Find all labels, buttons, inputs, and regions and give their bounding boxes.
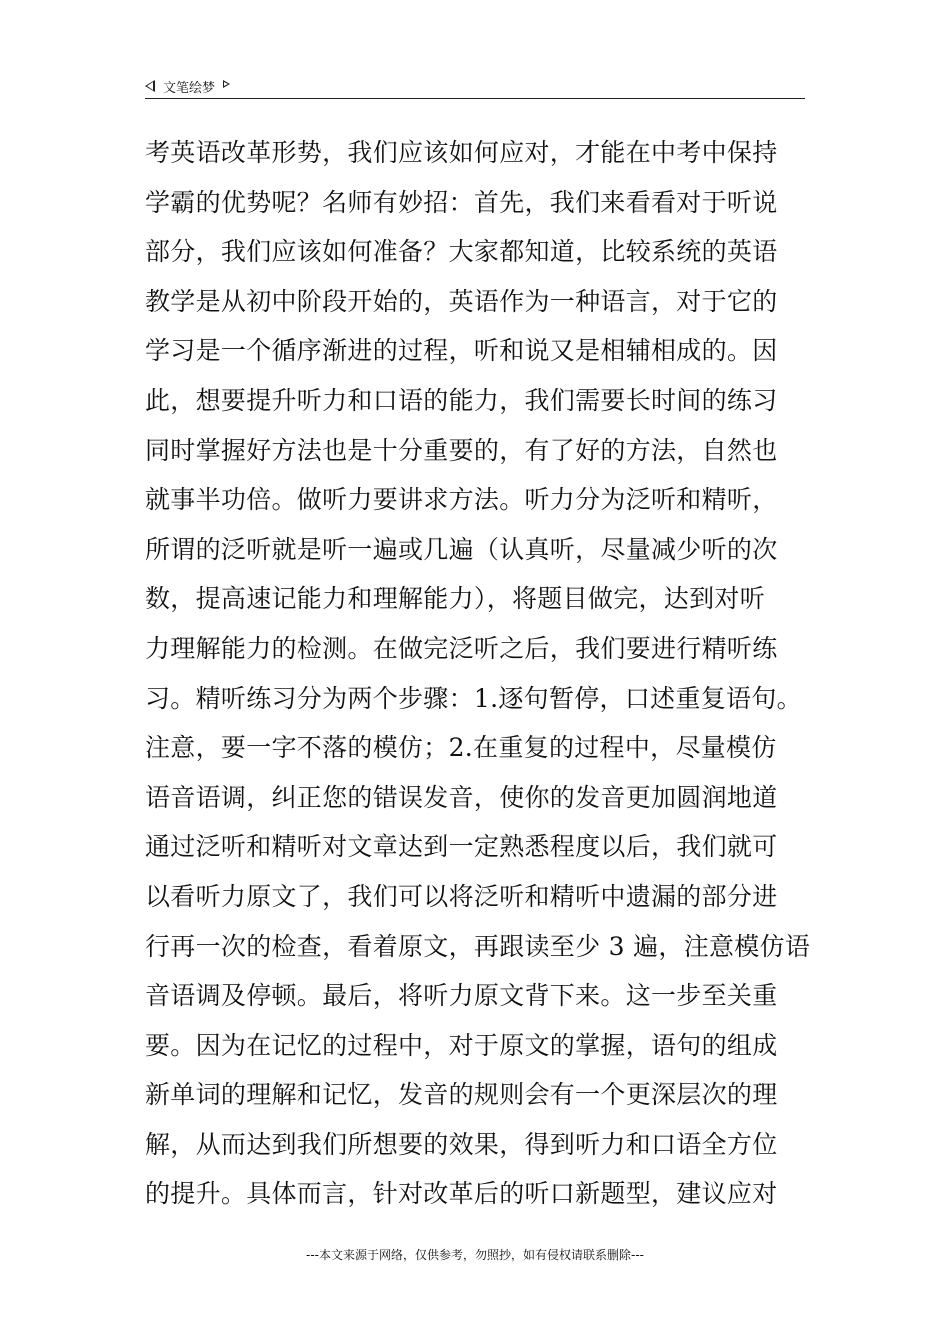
text-line: 力理解能力的检测。在做完泛听之后，我们要进行精听练: [145, 633, 778, 663]
page-footer: ---本文来源于网络，仅供参考，勿照抄，如有侵权请联系删除---: [306, 1248, 644, 1262]
text-line: 注意，要一字不落的模仿；2.在重复的过程中，尽量模仿: [145, 733, 777, 763]
text-line: 部分，我们应该如何准备？大家都知道，比较系统的英语: [145, 237, 778, 267]
triangle-left-icon: [145, 80, 155, 92]
text-line: 同时掌握好方法也是十分重要的，有了好的方法，自然也: [145, 435, 778, 465]
text-line: 就事半功倍。做听力要讲求方法。听力分为泛听和精听，: [145, 485, 778, 515]
text-line: 习。精听练习分为两个步骤：1.逐句暂停，口述重复语句。: [145, 683, 802, 713]
text-line: 学习是一个循序渐进的过程，听和说又是相辅相成的。因: [145, 336, 778, 366]
text-line: 解，从而达到我们所想要的效果，得到听力和口语全方位: [145, 1129, 778, 1159]
text-line: 此，想要提升听力和口语的能力，我们需要长时间的练习: [145, 385, 778, 415]
page-header: [145, 74, 805, 99]
text-line: 教学是从初中阶段开始的，英语作为一种语言，对于它的: [145, 286, 778, 316]
text-line: 新单词的理解和记忆，发音的规则会有一个更深层次的理: [145, 1080, 778, 1110]
text-line: 数，提高速记能力和理解能力），将题目做完，达到对听: [145, 584, 766, 614]
triangle-right-icon: [223, 80, 230, 88]
text-line: 通过泛听和精听对文章达到一定熟悉程度以后，我们就可: [145, 832, 778, 862]
text-line: 以看听力原文了，我们可以将泛听和精听中遗漏的部分进: [145, 881, 778, 911]
text-line: 的提升。具体而言，针对改革后的听口新题型，建议应对: [145, 1179, 778, 1209]
text-line: 学霸的优势呢？名师有妙招：首先，我们来看看对于听说: [145, 187, 778, 217]
text-line: 要。因为在记忆的过程中，对于原文的掌握，语句的组成: [145, 1030, 778, 1060]
header-title: 文笔绘梦: [163, 80, 216, 96]
text-line: 音语调及停顿。最后，将听力原文背下来。这一步至关重: [145, 981, 778, 1011]
text-line: 所谓的泛听就是听一遍或几遍（认真听，尽量减少听的次: [145, 534, 778, 564]
text-line: 考英语改革形势，我们应该如何应对，才能在中考中保持: [145, 138, 778, 167]
text-line: 语音语调，纠正您的错误发音，使你的发音更加圆润地道: [145, 782, 778, 812]
article-body: [145, 128, 815, 1219]
text-line: 行再一次的检查，看着原文，再跟读至少 3 遍，注意模仿语: [145, 931, 811, 961]
